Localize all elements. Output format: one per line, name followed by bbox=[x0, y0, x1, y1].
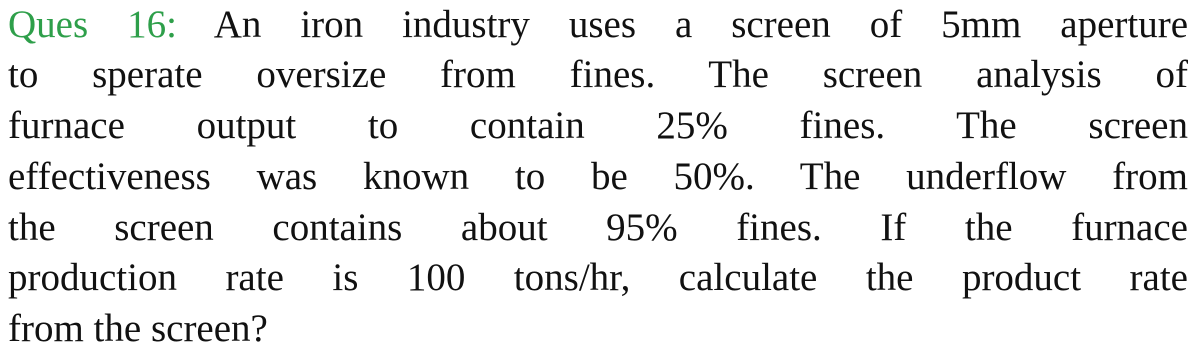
question-line-1-text: An iron industry uses a screen of 5mm aperture bbox=[176, 3, 1188, 46]
question-label: Ques 16: bbox=[8, 3, 177, 46]
question-line-6: production rate is 100 tons/hr, calculate the product rate bbox=[8, 256, 1188, 299]
question-line-7: from the screen? bbox=[8, 307, 268, 350]
question-line-5: the screen contains about 95% fines. If the furnace bbox=[8, 206, 1188, 249]
question-line-2: to sperate oversize from fines. The screen analysis of bbox=[8, 53, 1188, 96]
question-line-4: effectiveness was known to be 50%. The underflow from bbox=[8, 155, 1188, 198]
question-line-1 bbox=[8, 0, 1188, 50]
question-line-3: furnace output to contain 25% fines. The screen bbox=[8, 104, 1188, 147]
